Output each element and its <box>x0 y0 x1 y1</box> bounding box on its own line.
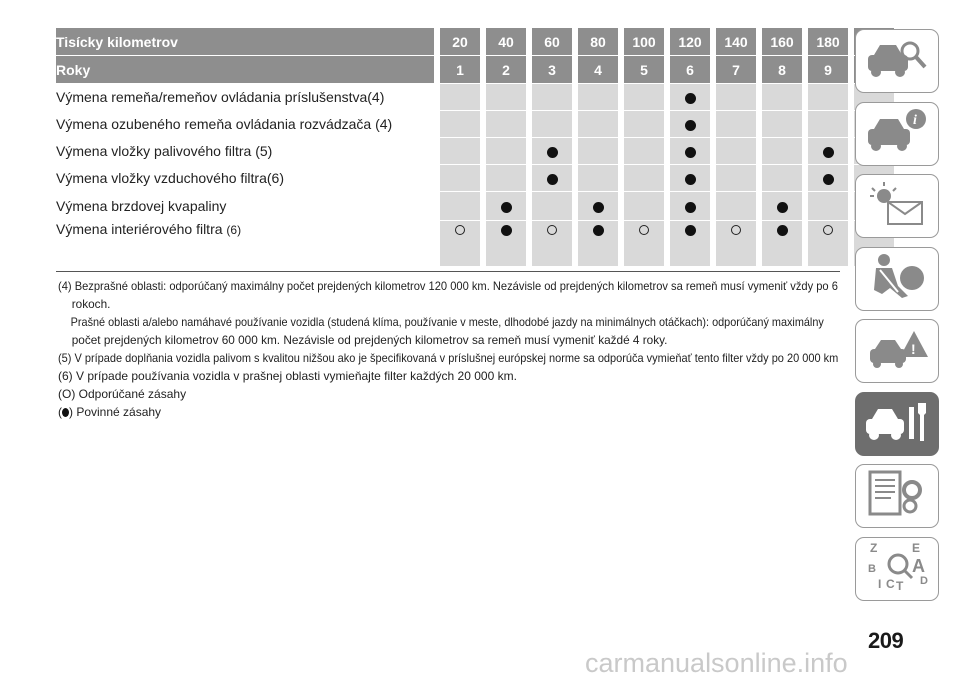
schedule-cell <box>808 84 848 111</box>
header-kilometers-value: 160 <box>762 28 802 56</box>
schedule-cell <box>670 165 710 192</box>
header-years-value: 2 <box>486 56 526 84</box>
watermark: carmanualsonline.info <box>585 648 848 678</box>
schedule-cell <box>762 192 802 221</box>
section-tab-airbag-seatbelt[interactable] <box>855 247 939 311</box>
schedule-cell <box>624 111 664 138</box>
schedule-cell <box>670 84 710 111</box>
required-dot-icon <box>685 225 696 236</box>
schedule-cell <box>440 221 480 267</box>
required-dot-icon <box>547 147 558 158</box>
maintenance-schedule-table <box>56 28 894 267</box>
alphabetical-index-icon <box>862 540 932 597</box>
schedule-cell <box>670 111 710 138</box>
required-dot-icon <box>777 202 788 213</box>
table-row <box>56 138 894 165</box>
schedule-cell <box>762 138 802 165</box>
header-kilometers-value: 80 <box>578 28 618 56</box>
service-item-text: Výmena vložky palivového filtra (5) <box>56 143 273 159</box>
header-kilometers <box>56 28 894 56</box>
table-bottom-rule <box>56 271 840 272</box>
header-kilometers-value: 60 <box>532 28 572 56</box>
required-dot-icon <box>501 202 512 213</box>
svg-text:C: C <box>886 577 895 591</box>
required-dot-icon <box>685 147 696 158</box>
schedule-cell <box>716 221 756 267</box>
required-dot-icon <box>685 202 696 213</box>
table-row <box>56 111 894 138</box>
service-item-label <box>56 165 434 192</box>
required-dot-icon <box>593 202 604 213</box>
header-years-value: 6 <box>670 56 710 84</box>
legend-required <box>58 404 838 420</box>
required-dot-icon <box>547 174 558 185</box>
schedule-cell <box>440 165 480 192</box>
schedule-cell <box>578 221 618 267</box>
schedule-cell <box>624 84 664 111</box>
required-dot-icon <box>823 174 834 185</box>
schedule-cell <box>440 192 480 221</box>
section-tab-car-search[interactable] <box>855 29 939 93</box>
service-item-text: Výmena brzdovej kvapaliny <box>56 198 227 214</box>
section-tab-car-info[interactable] <box>855 102 939 166</box>
schedule-cell <box>486 192 526 221</box>
car-maintenance-icon <box>862 395 932 452</box>
svg-text:B: B <box>868 563 876 575</box>
legend-recommended: (O) Odporúčané zásahy <box>58 387 187 401</box>
header-kilometers-value: 100 <box>624 28 664 56</box>
schedule-cell <box>578 111 618 138</box>
schedule-cell <box>578 165 618 192</box>
legend-required-open: ( <box>58 405 62 419</box>
schedule-cell <box>716 84 756 111</box>
section-tab-car-road-warning[interactable] <box>855 319 939 383</box>
airbag-seatbelt-icon <box>862 250 932 307</box>
header-kilometers-value: 120 <box>670 28 710 56</box>
section-tab-car-maintenance[interactable] <box>855 392 939 456</box>
required-dot-icon <box>685 174 696 185</box>
service-item-text: Výmena ozubeného remeňa ovládania rozvádzača (4) <box>56 116 393 132</box>
required-dot-icon <box>62 408 69 417</box>
schedule-cell <box>808 138 848 165</box>
footnotes <box>58 278 838 422</box>
header-years-value: 3 <box>532 56 572 84</box>
header-years-value: 8 <box>762 56 802 84</box>
header-kilometers-value: 20 <box>440 28 480 56</box>
header-years <box>56 56 894 84</box>
footnote-4-line-3: Prašné oblasti a/alebo namáhavé používanie vozidla (studená klíma, používanie v meste, dlhodobé jazdy na minimálnych otáčkach): odporúčaný maximálny <box>70 315 824 329</box>
table-row <box>56 165 894 192</box>
service-item-text: Výmena remeňa/remeňov ovládania príslušenstva(4) <box>56 89 385 105</box>
svg-text:i: i <box>913 113 917 128</box>
schedule-cell <box>578 84 618 111</box>
header-kilometers-value: 180 <box>808 28 848 56</box>
schedule-cell <box>532 84 572 111</box>
car-road-warning-icon <box>862 323 932 380</box>
footnote-6: (6) V prípade používania vozidla v prašnej oblasti vymieňajte filter každých 20 000 km. <box>58 369 517 383</box>
schedule-cell <box>808 111 848 138</box>
required-dot-icon <box>593 225 604 236</box>
service-item-text: Výmena vložky vzduchového filtra(6) <box>56 170 284 186</box>
footnote-4-line-2: rokoch. <box>71 297 111 311</box>
schedule-cell <box>624 138 664 165</box>
header-years-value: 4 <box>578 56 618 84</box>
schedule-cell <box>440 138 480 165</box>
svg-text:!: ! <box>911 340 916 357</box>
header-years-value: 7 <box>716 56 756 84</box>
car-info-icon <box>862 105 932 162</box>
required-dot-icon <box>823 147 834 158</box>
svg-text:T: T <box>896 579 904 592</box>
required-dot-icon <box>685 120 696 131</box>
header-years-value: 5 <box>624 56 664 84</box>
svg-text:D: D <box>920 575 928 587</box>
schedule-cell <box>624 192 664 221</box>
schedule-cell <box>532 221 572 267</box>
table-row <box>56 84 894 111</box>
schedule-cell <box>486 221 526 267</box>
schedule-cell <box>624 221 664 267</box>
section-tab-technical-data[interactable] <box>855 464 939 528</box>
page-number: 209 <box>868 628 904 653</box>
schedule-cell <box>808 165 848 192</box>
service-item-label <box>56 138 434 165</box>
schedule-cell <box>670 221 710 267</box>
car-search-icon <box>862 33 932 90</box>
service-item-text: Výmena interiérového filtra <box>56 221 223 237</box>
recommended-circle-icon <box>547 225 557 235</box>
header-kilometers-label: Tisícky kilometrov <box>56 28 434 56</box>
service-item-note: (6) <box>226 223 242 237</box>
required-dot-icon <box>685 93 696 104</box>
service-item-label <box>56 84 434 111</box>
recommended-circle-icon <box>731 225 741 235</box>
svg-text:E: E <box>912 541 921 555</box>
schedule-cell <box>486 138 526 165</box>
schedule-cell <box>762 111 802 138</box>
schedule-cell <box>486 165 526 192</box>
svg-text:I: I <box>878 577 882 591</box>
footnote-4-line-1: (4) Bezprašné oblasti: odporúčaný maximálny počet prejdených kilometrov 120 000 km. Nezávisle od prejdených kilometrov sa remeň musí vymeniť vždy po 6 <box>58 279 838 293</box>
technical-data-icon <box>862 468 932 525</box>
service-item-label <box>56 221 434 267</box>
schedule-cell <box>486 111 526 138</box>
schedule-cell <box>670 192 710 221</box>
schedule-cell <box>808 221 848 267</box>
schedule-cell <box>440 84 480 111</box>
schedule-cell <box>532 165 572 192</box>
recommended-circle-icon <box>455 225 465 235</box>
schedule-cell <box>578 138 618 165</box>
schedule-cell <box>486 84 526 111</box>
table-row <box>56 221 894 267</box>
schedule-cell <box>670 138 710 165</box>
schedule-cell <box>440 111 480 138</box>
footnote-4-line-4: počet prejdených kilometrov 60 000 km. Nezávisle od prejdených kilometrov sa remeň musí vymeniť každé 4 roky. <box>71 333 668 347</box>
service-item-label <box>56 192 434 221</box>
svg-text:Z: Z <box>870 541 878 555</box>
header-years-value: 9 <box>808 56 848 84</box>
section-tabs <box>855 29 941 609</box>
schedule-cell <box>716 192 756 221</box>
required-dot-icon <box>501 225 512 236</box>
recommended-circle-icon <box>639 225 649 235</box>
schedule-cell <box>532 138 572 165</box>
schedule-cell <box>762 84 802 111</box>
schedule-cell <box>762 221 802 267</box>
section-tab-alphabetical-index[interactable] <box>855 537 939 601</box>
svg-text:A: A <box>912 556 925 576</box>
footnote-5: (5) V prípade doplňania vozidla palivom s kvalitou nižšou ako je špecifikovaná v príslušnej európskej norme sa odporúča vymieňať tento filter vždy po 20 000 km <box>58 351 839 365</box>
table-row <box>56 192 894 221</box>
schedule-cell <box>532 192 572 221</box>
schedule-cell <box>532 111 572 138</box>
legend-required-text: ) Povinné zásahy <box>69 405 162 419</box>
schedule-cell <box>578 192 618 221</box>
header-years-value: 1 <box>440 56 480 84</box>
schedule-cell <box>716 111 756 138</box>
schedule-cell <box>624 165 664 192</box>
header-kilometers-value: 40 <box>486 28 526 56</box>
schedule-cell <box>808 192 848 221</box>
section-tab-warning-lights-message[interactable] <box>855 174 939 238</box>
schedule-cell <box>716 138 756 165</box>
schedule-cell <box>716 165 756 192</box>
recommended-circle-icon <box>823 225 833 235</box>
warning-lights-message-icon <box>862 178 932 235</box>
service-item-label <box>56 111 434 138</box>
header-kilometers-value: 140 <box>716 28 756 56</box>
required-dot-icon <box>777 225 788 236</box>
schedule-cell <box>762 165 802 192</box>
header-years-label: Roky <box>56 56 434 84</box>
